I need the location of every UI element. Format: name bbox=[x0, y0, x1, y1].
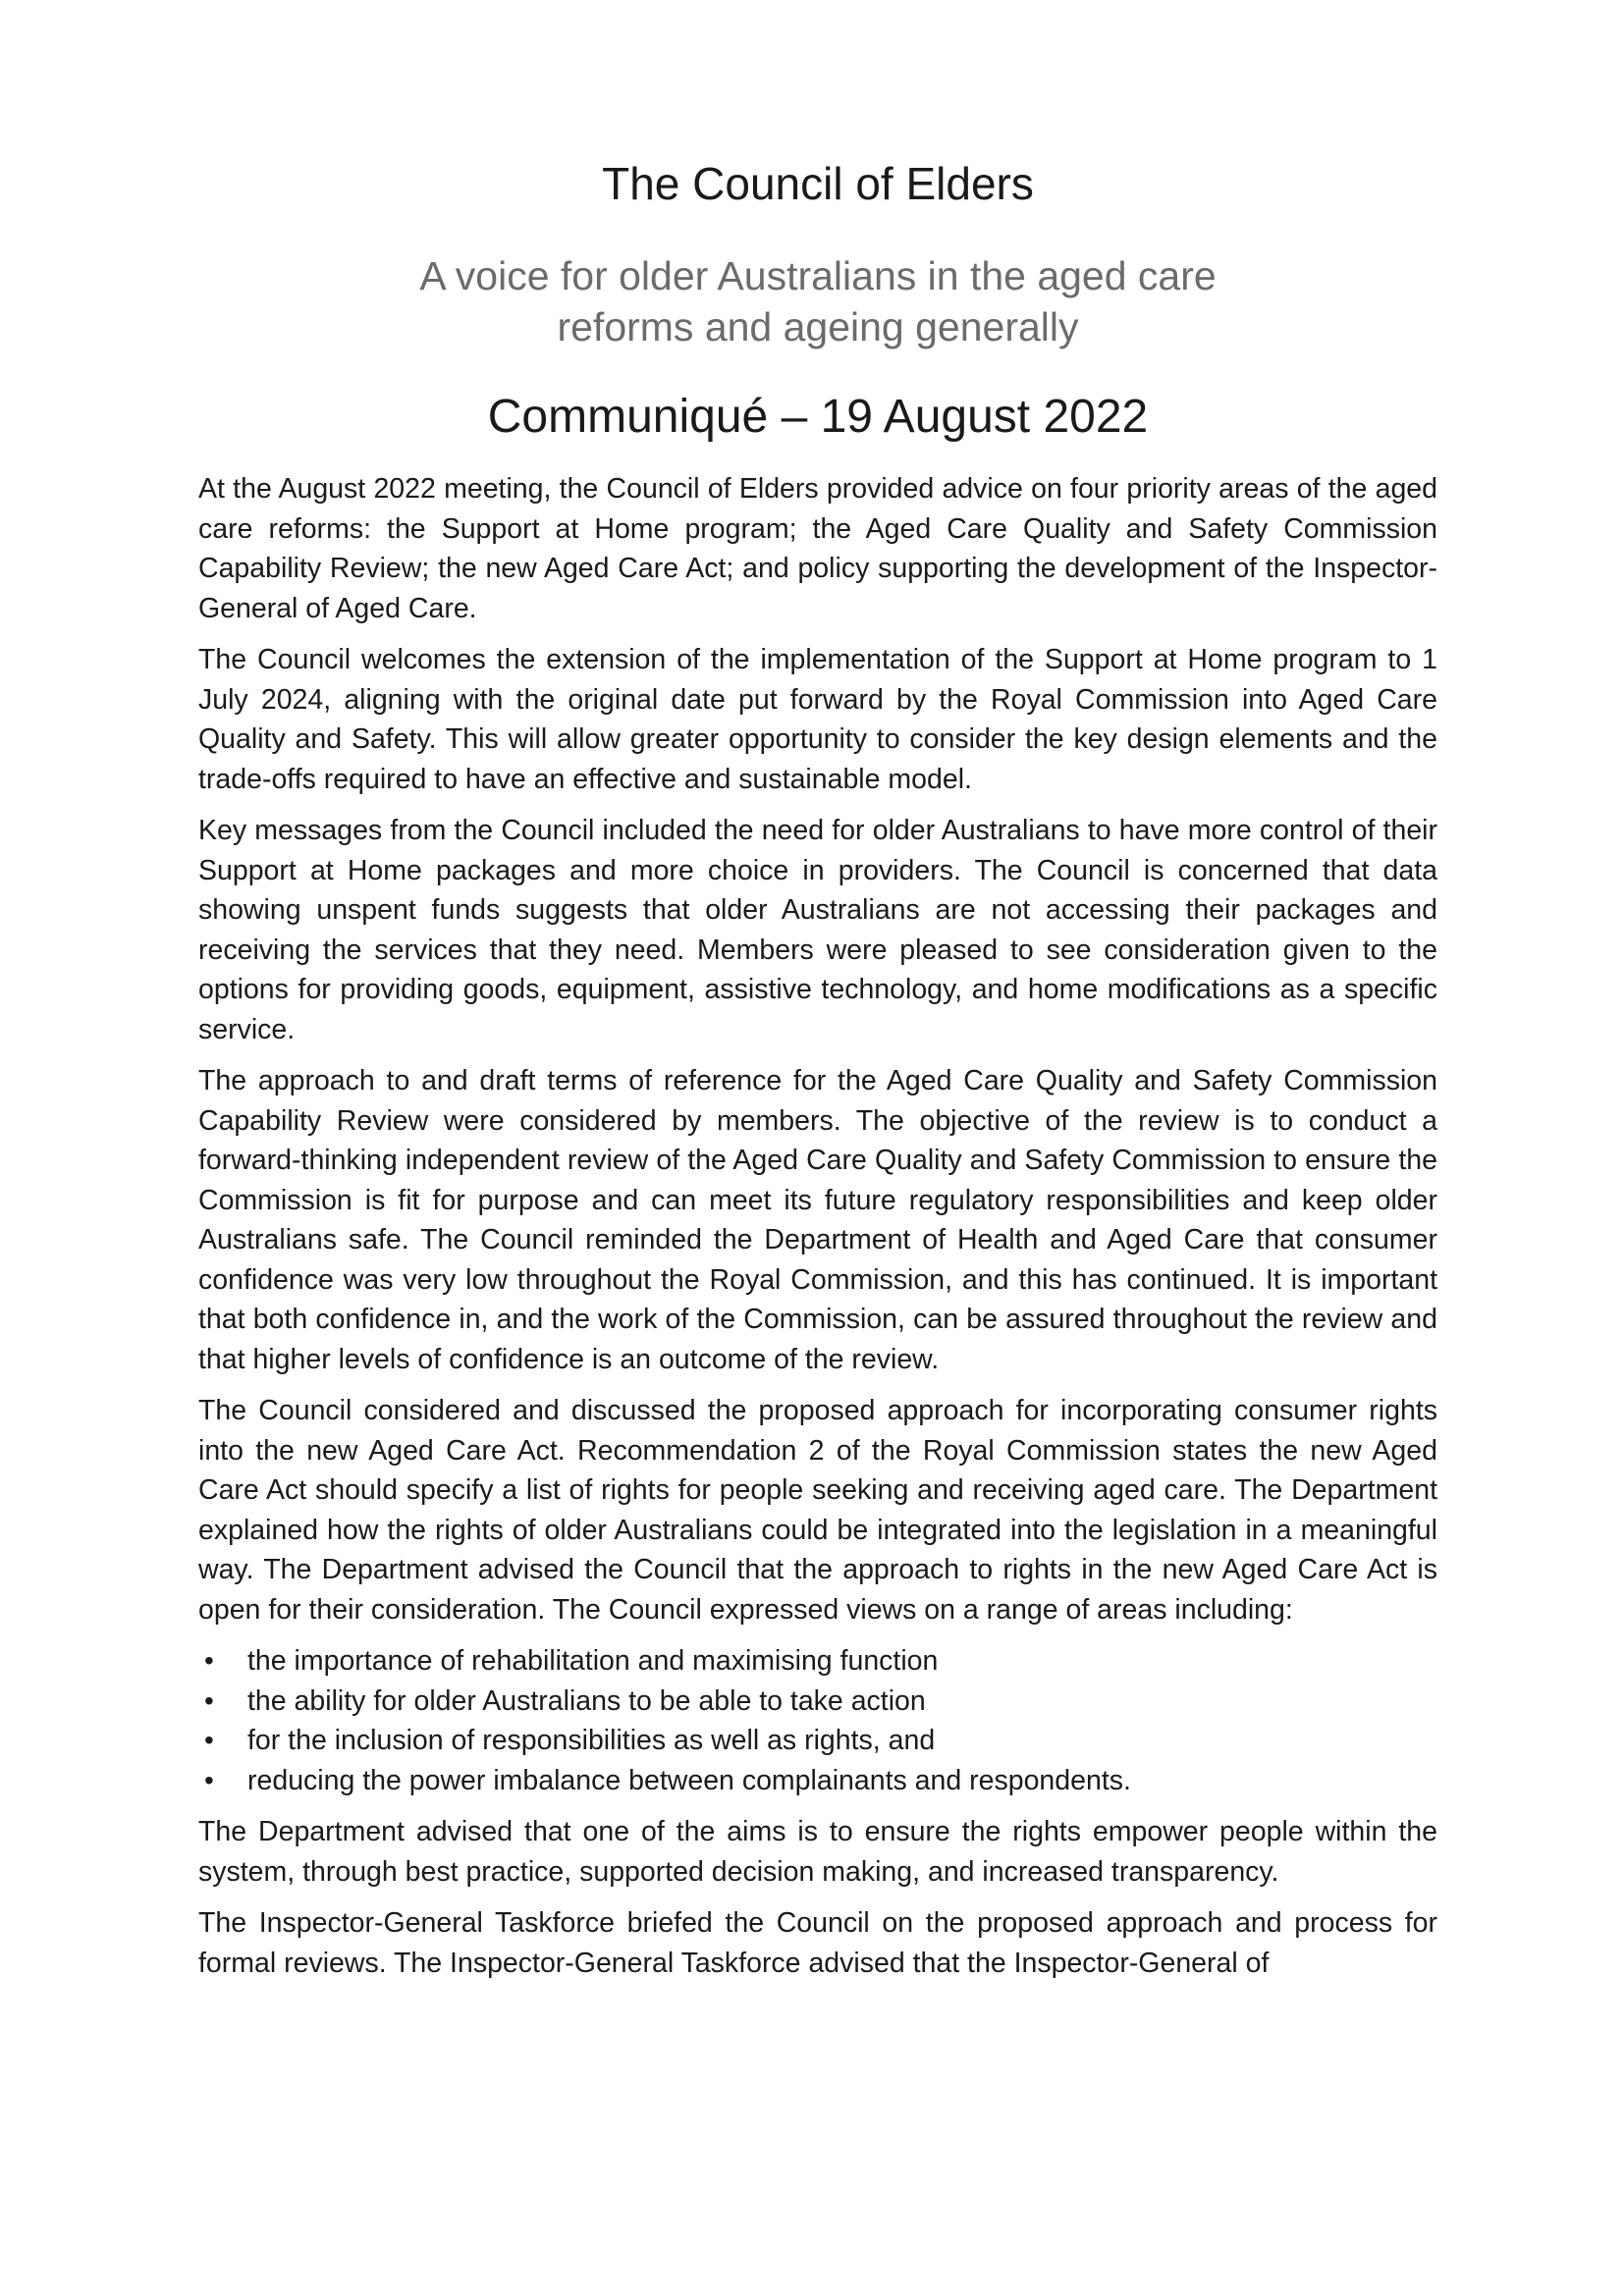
list-item-text: the importance of rehabilitation and maximising function bbox=[247, 1645, 939, 1677]
paragraph-consumer-rights: The Council considered and discussed the proposed approach for incorporating consumer rights into the new Aged Care Act. Recommendation 2 of the Royal Commission states the new Aged Care Act should specify a list of rights for people seeking and receiving aged care. The Department explained how the rights of older Australians could be integrated into the legislation in a meaningful way. The Department advised the Council that the approach to rights in the new Aged Care Act is open for their consideration. The Council expressed views on a range of areas including: bbox=[198, 1395, 1437, 1626]
bullet-icon: • bbox=[204, 1645, 214, 1676]
list-item bbox=[198, 1761, 1437, 1801]
document-body bbox=[198, 469, 1437, 1995]
subtitle-line-2: reforms and ageing generally bbox=[557, 304, 1079, 350]
list-item bbox=[198, 1641, 1437, 1682]
subtitle-line-1: A voice for older Australians in the aged care bbox=[419, 253, 1217, 298]
paragraph-capability-review: The approach to and draft terms of reference for the Aged Care Quality and Safety Commission Capability Review were considered by members. The objective of the review is to conduct a forward-thinking independent review of the Aged Care Quality and Safety Commission to ensure the Commission is fit for purpose and can meet its future regulatory responsibilities and keep older Australians safe. The Council reminded the Department of Health and Aged Care that consumer confidence was very low throughout the Royal Commission, and this has continued. It is important that both confidence in, and the work of the Commission, can be assured throughout the review and that higher levels of confidence is an outcome of the review. bbox=[198, 1065, 1437, 1375]
paragraph-support-at-home-extension: The Council welcomes the extension of the implementation of the Support at Home program to 1 July 2024, aligning with the original date put forward by the Royal Commission into Aged Care Quality and Safety. This will allow greater opportunity to consider the key design elements and the trade-offs required to have an effective and sustainable model. bbox=[198, 644, 1437, 795]
views-bullet-list bbox=[198, 1641, 1437, 1800]
document-title: The Council of Elders bbox=[602, 158, 1034, 209]
list-item-text: the ability for older Australians to be able to take action bbox=[247, 1684, 926, 1717]
list-item bbox=[198, 1721, 1437, 1761]
paragraph-key-messages: Key messages from the Council included the need for older Australians to have more control of their Support at Home packages and more choice in providers. The Council is concerned that data showing unspent funds suggests that older Australians are not accessing their packages and receiving the services that they need. Members were pleased to see consideration given to the options for providing goods, equipment, assistive technology, and home modifications as a specific service. bbox=[198, 815, 1437, 1045]
list-item-text: reducing the power imbalance between complainants and respondents. bbox=[247, 1764, 1131, 1796]
bullet-icon: • bbox=[204, 1725, 214, 1755]
bullet-icon: • bbox=[204, 1684, 214, 1716]
list-item bbox=[198, 1682, 1437, 1722]
paragraph-rights-aims: The Department advised that one of the aims is to ensure the rights empower people within the system, through best practice, supported decision making, and increased transparency. bbox=[198, 1816, 1437, 1888]
list-item-text: for the inclusion of responsibilities as well as rights, and bbox=[247, 1725, 936, 1756]
bullet-icon: • bbox=[204, 1764, 214, 1795]
paragraph-inspector-general: The Inspector-General Taskforce briefed the Council on the proposed approach and process for formal reviews. The Inspector-General Taskforce advised that the Inspector-General of bbox=[198, 1907, 1437, 1979]
document-subtitle bbox=[198, 250, 1437, 352]
communique-heading: Communiqué – 19 August 2022 bbox=[487, 391, 1149, 443]
paragraph-intro: At the August 2022 meeting, the Council of Elders provided advice on four priority areas of the aged care reforms: the Support at Home program; the Aged Care Quality and Safety Commission Capability Review; the new Aged Care Act; and policy supporting the development of the Inspector-General of Aged Care. bbox=[198, 473, 1437, 624]
